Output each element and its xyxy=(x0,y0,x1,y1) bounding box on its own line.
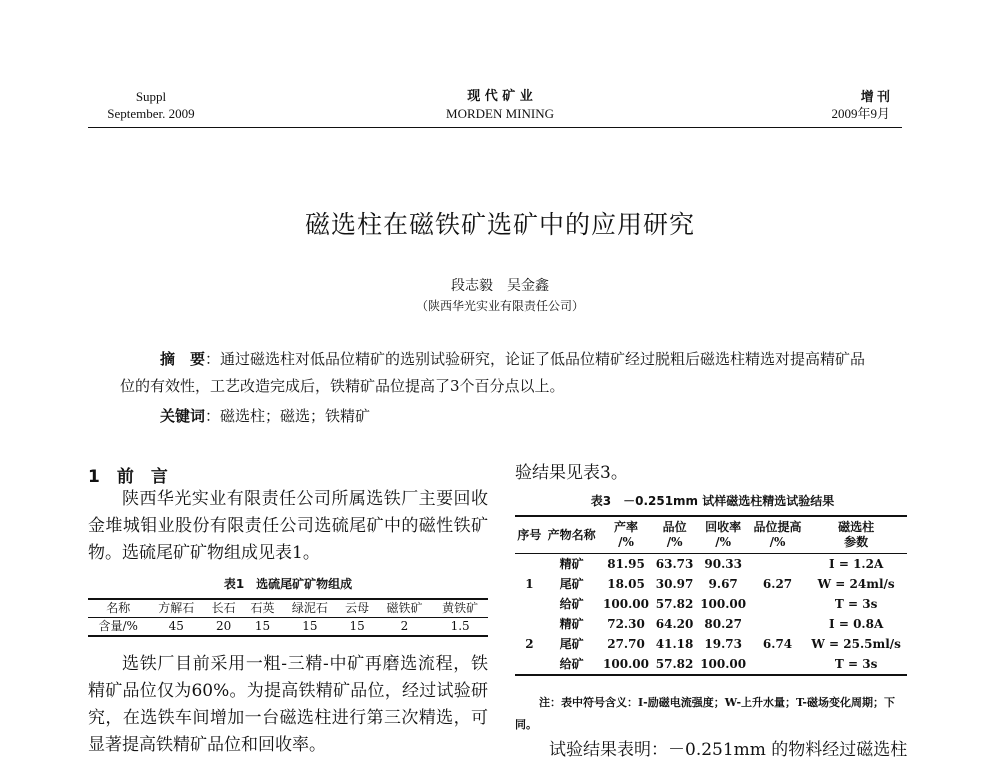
table-cell: 18.05 xyxy=(607,577,645,591)
table-cell: 57.82 xyxy=(655,597,694,611)
header-center xyxy=(400,88,600,122)
table-cell: 15 xyxy=(302,619,318,633)
table-row xyxy=(88,618,488,637)
table-cell: I = 1.2A xyxy=(829,557,884,571)
table-header-row xyxy=(88,599,488,618)
table-cell: 80.27 xyxy=(704,617,742,631)
table-cell: 81.95 xyxy=(607,557,645,571)
header-left xyxy=(106,88,196,122)
table-cell: 品位提高 /% xyxy=(750,516,806,554)
header-right xyxy=(800,88,890,122)
table-cell: 磁选柱 参数 xyxy=(805,516,907,554)
authors: 段志毅 吴金鑫 xyxy=(451,278,549,294)
table-cell: 序号 xyxy=(515,516,544,554)
table-cell: 57.82 xyxy=(655,657,694,671)
table-cell: 长石 xyxy=(204,599,243,618)
table-cell: 尾矿 xyxy=(559,637,584,651)
table-cell: 2 xyxy=(525,637,534,651)
table-cell: 100.00 xyxy=(700,657,747,671)
table-cell: T = 3s xyxy=(834,597,878,611)
table-cell: 41.18 xyxy=(655,637,694,651)
journal-name-en: MORDEN MINING xyxy=(446,106,554,121)
table-cell: 100.00 xyxy=(603,657,649,671)
journal-issue: 增 刊 xyxy=(860,89,890,104)
header-rule xyxy=(88,127,902,128)
table-cell: 30.97 xyxy=(655,577,694,591)
table-row xyxy=(515,614,907,634)
affiliation: （陕西华光实业有限责任公司） xyxy=(415,299,584,313)
keywords-text: ：磁选柱；磁选；铁精矿 xyxy=(205,407,371,425)
table-cell: I = 0.8A xyxy=(829,617,884,631)
table3-note: 注：表中符号含义：I-励磁电流强度；W-上升水量；T-磁场变化周期；下同。 xyxy=(515,696,895,731)
table-cell: 64.20 xyxy=(655,617,694,631)
journal-suppl: Suppl xyxy=(135,89,167,104)
table-row xyxy=(515,554,907,575)
paragraph-continued: 验结果见表3。 xyxy=(515,463,628,483)
table-cell: 6.74 xyxy=(762,637,793,651)
abstract xyxy=(120,346,880,400)
table-cell: 精矿 xyxy=(559,557,584,571)
table-cell: T = 3s xyxy=(834,657,878,671)
table-cell: W = 24ml/s xyxy=(817,577,895,591)
table3-caption: 表3 －0.251mm 试样磁选柱精选试验结果 xyxy=(590,494,835,508)
keywords-label: 关键词 xyxy=(160,407,206,425)
table-cell: 给矿 xyxy=(559,657,584,671)
table-cell: 72.30 xyxy=(607,617,645,631)
table-cell: 27.70 xyxy=(607,637,645,651)
table-cell: 19.73 xyxy=(704,637,742,651)
table-cell: 绿泥石 xyxy=(282,599,338,618)
table-row xyxy=(515,654,907,675)
table-cell: 品位 /% xyxy=(653,516,697,554)
journal-date: September. 2009 xyxy=(107,106,195,121)
section-heading: 1 前 言 xyxy=(88,467,168,487)
table-cell: 100.00 xyxy=(603,597,649,611)
journal-date-cn: 2009年9月 xyxy=(831,106,890,121)
table1-caption: 表1 选硫尾矿矿物组成 xyxy=(223,577,353,591)
table-cell: 1 xyxy=(525,577,534,591)
table-cell: 精矿 xyxy=(559,617,584,631)
table1 xyxy=(88,598,488,637)
table-cell: 1.5 xyxy=(450,619,470,633)
paragraph: 陕西华光实业有限责任公司所属选铁厂主要回收金堆城钼业股份有限责任公司选硫尾矿中的磁性铁矿物。选硫尾矿矿物组成见表1。 xyxy=(88,489,488,563)
table-cell: 方解石 xyxy=(148,599,204,618)
table-row xyxy=(515,594,907,614)
table-cell: 45 xyxy=(168,619,184,633)
table-cell: 尾矿 xyxy=(559,577,584,591)
keywords xyxy=(160,405,370,426)
table-cell: 15 xyxy=(349,619,365,633)
table-cell: W = 25.5ml/s xyxy=(811,637,901,651)
paper-title: 磁选柱在磁铁矿选矿中的应用研究 xyxy=(304,210,695,239)
journal-name-cn: 现 代 矿 业 xyxy=(467,89,533,104)
table-cell: 20 xyxy=(215,619,232,633)
table-cell: 6.27 xyxy=(762,577,793,591)
table-cell: 给矿 xyxy=(559,597,584,611)
table-cell: 含量/% xyxy=(98,619,138,633)
table3 xyxy=(515,515,907,676)
table-cell: 产物名称 xyxy=(544,516,600,554)
table-cell: 云母 xyxy=(338,599,377,618)
table-cell: 100.00 xyxy=(700,597,747,611)
table-header-row xyxy=(515,516,907,554)
abstract-label: 摘 要 xyxy=(160,350,206,368)
table-cell: 黄铁矿 xyxy=(432,599,488,618)
table-cell: 9.67 xyxy=(708,577,738,591)
paragraph: 试验结果表明：－0.251mm 的物料经过磁选柱 xyxy=(549,740,908,760)
table-cell: 15 xyxy=(254,619,271,633)
table-row xyxy=(515,634,907,654)
table-cell: 回收率 /% xyxy=(697,516,750,554)
table-cell: 2 xyxy=(400,619,409,633)
table-cell: 产率 /% xyxy=(599,516,652,554)
paragraph: 选铁厂目前采用一粗-三精-中矿再磨选流程，铁精矿品位仅为60%。为提高铁精矿品位，经过试验研究，在选铁车间增加一台磁选柱进行第三次精选，可显著提高铁精矿品位和回收率。 xyxy=(88,654,488,755)
abstract-text: ：通过磁选柱对低品位精矿的选别试验研究，论证了低品位精矿经过脱粗后磁选柱精选对提高精矿品位的有效性，工艺改造完成后，铁精矿品位提高了3个百分点以上。 xyxy=(120,350,866,395)
table-cell: 磁铁矿 xyxy=(377,599,433,618)
table-cell: 石英 xyxy=(243,599,282,618)
table-cell: 名称 xyxy=(88,599,148,618)
table-row xyxy=(515,574,907,594)
table-cell: 90.33 xyxy=(704,557,742,571)
table-cell: 63.73 xyxy=(655,557,694,571)
